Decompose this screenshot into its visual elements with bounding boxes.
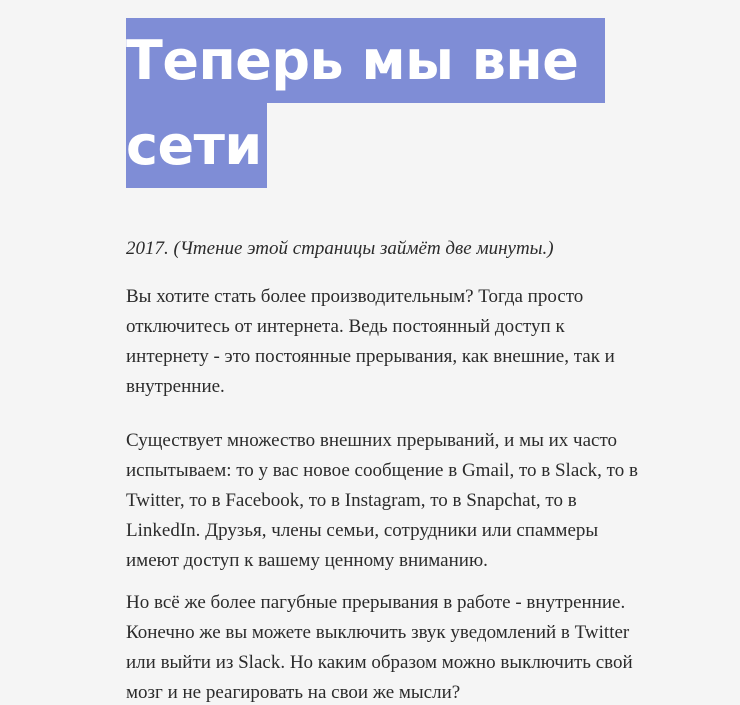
title-line-2: сети xyxy=(126,103,267,188)
paragraph-line: Конечно же вы можете выключить звук уведомлений в Twitter xyxy=(126,622,630,643)
title-line-1-wrap xyxy=(126,18,646,103)
paragraph-line: испытываем: то у вас новое сообщение в Gmail, то в Slack, то в xyxy=(126,460,638,481)
paragraph-line: мозг и не реагировать на свои же мысли? xyxy=(126,682,461,703)
paragraph-line: имеют доступ к вашему ценному вниманию. xyxy=(126,550,488,571)
paragraph-line: отключитесь от интернета. Ведь постоянный доступ к xyxy=(126,316,565,337)
paragraph-2 xyxy=(126,426,646,576)
title-line-1: Теперь мы вне xyxy=(126,18,605,103)
paragraph-line: LinkedIn. Друзья, члены семьи, сотрудники или спаммеры xyxy=(126,520,599,541)
paragraph-1 xyxy=(126,282,646,402)
paragraph-line: интернету - это постоянные прерывания, как внешние, так и xyxy=(126,346,615,367)
paragraph-line: Twitter, то в Facebook, то в Instagram, то в Snapchat, то в xyxy=(126,490,577,511)
paragraph-line: или выйти из Slack. Но каким образом можно выключить свой xyxy=(126,652,633,673)
paragraph-line: Существует множество внешних прерываний, и мы их часто xyxy=(126,430,618,451)
title-line-2-wrap xyxy=(126,103,646,188)
article xyxy=(126,18,646,703)
page-title xyxy=(126,18,646,188)
paragraph-line: внутренние. xyxy=(126,376,225,397)
paragraph-line: Вы хотите стать более производительным? Тогда просто xyxy=(126,286,584,307)
paragraph-3 xyxy=(126,588,646,705)
paragraph-line: Но всё же более пагубные прерывания в работе - внутренние. xyxy=(126,592,626,613)
reading-time-note: 2017. (Чтение этой страницы займёт две минуты.) xyxy=(126,238,554,259)
